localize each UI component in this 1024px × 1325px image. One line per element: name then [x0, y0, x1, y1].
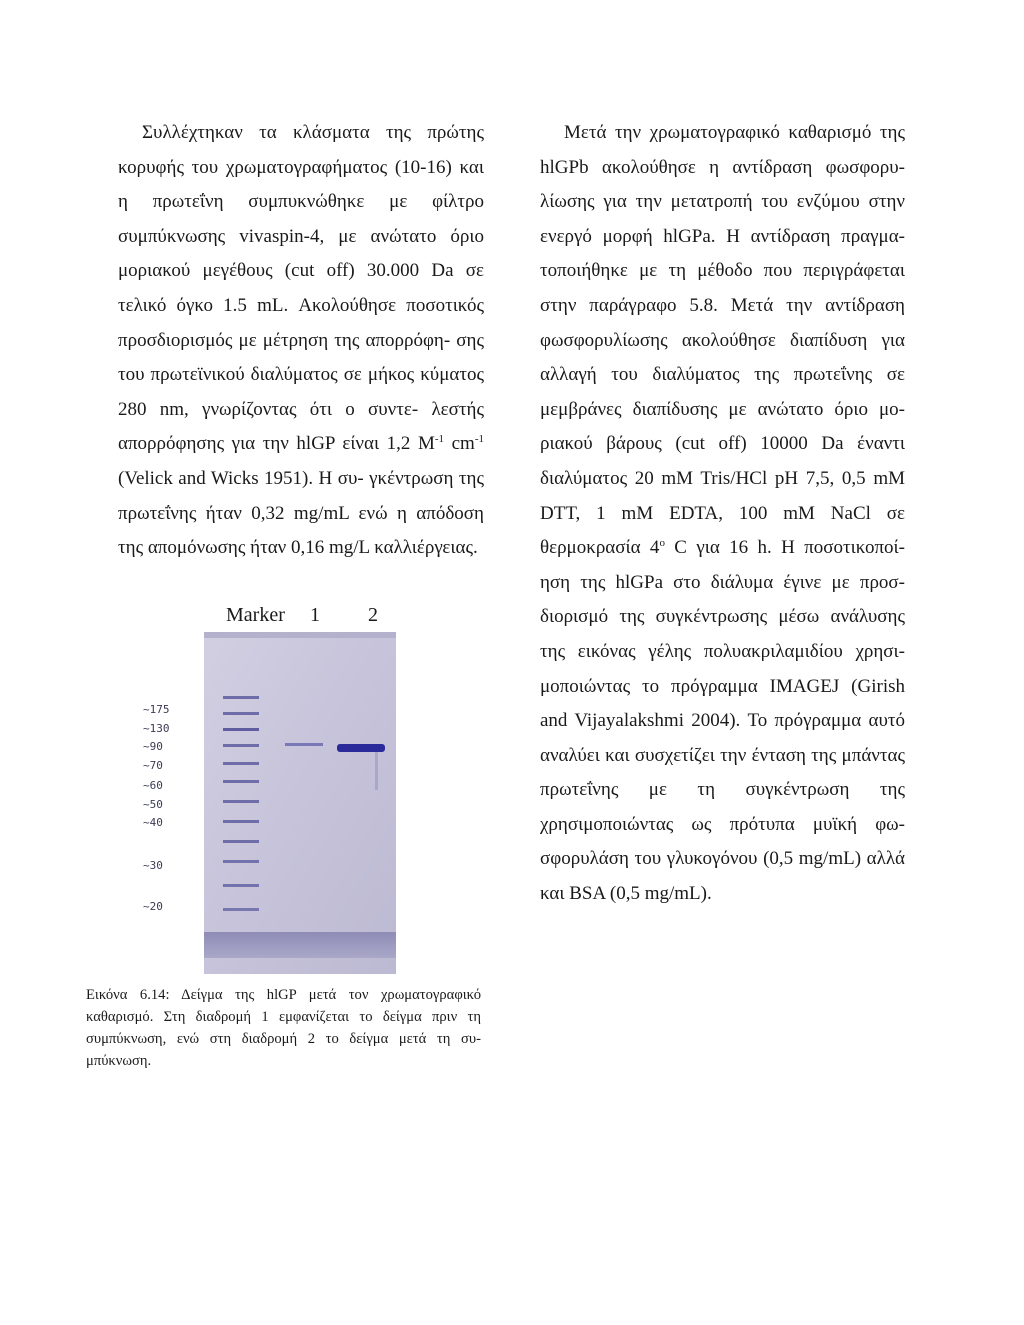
left-paragraph [118, 116, 484, 566]
text-line: αυτό αναλύει και συσχετίζει την ένταση της [540, 710, 906, 766]
marker-label-130: ~130 [143, 722, 170, 735]
marker-band [223, 908, 259, 911]
marker-band [223, 744, 259, 747]
temperature-text: θερμοκρασία 4 [540, 537, 660, 559]
right-paragraph [540, 116, 905, 912]
unit-cm: cm [451, 433, 475, 455]
marker-label-40: ~40 [143, 816, 163, 829]
text-line: διαλύματος 20 mM Tris/HCl pH 7,5, 0,5 [540, 467, 866, 489]
marker-band [223, 712, 259, 715]
text-line: μεμβράνες διαπίδυσης με ανώτατο όριο μο- [540, 398, 905, 420]
marker-band [223, 762, 259, 765]
text-line: σης του πρωτεϊνικού διαλύματος σε μήκος [118, 329, 484, 386]
caption-line: καθαρισμό. Στη διαδρομή 1 εμφανίζεται το δείγμα πριν τη [86, 1009, 481, 1025]
text-line: hlGPb ακολούθησε η αντίδραση φωσφορυ- [540, 156, 905, 178]
marker-band [223, 860, 259, 863]
marker-band [223, 800, 259, 803]
marker-label-50: ~50 [143, 798, 163, 811]
text-line: and Vijayalakshmi 2004). Το πρόγραμμα [540, 710, 862, 732]
text-line: συμπύκνωσης vivaspin-4, με ανώτατο όριο [118, 225, 484, 247]
degree-superscript: o [659, 537, 665, 550]
gel-lane-labels [204, 604, 396, 632]
unit-molar: M [417, 433, 435, 455]
lane-label-1: 1 [310, 604, 320, 626]
marker-label-60: ~60 [143, 779, 163, 792]
marker-label-20: ~20 [143, 900, 163, 913]
marker-label-30: ~30 [143, 859, 163, 872]
marker-band [223, 820, 259, 823]
text-line: της εικόνας γέλης πολυακριλαμιδίου χρησι- [540, 640, 905, 662]
figure-caption [86, 984, 481, 1072]
text-line: Μετά την χρωματογραφικό καθαρισμό της [564, 122, 905, 143]
right-column [540, 116, 905, 912]
superscript: -1 [434, 433, 445, 446]
marker-size-labels [143, 703, 170, 913]
text-line: φωσφορυλίωσης ακολούθησε διαπίδυση για [540, 329, 905, 351]
text-line: ενεργό μορφή hlGPa. Η αντίδραση πραγμα- [540, 225, 905, 247]
text-line: αλλαγή του διαλύματος της πρωτεΐνης σε [540, 364, 905, 386]
gel-dye-front [204, 932, 396, 958]
left-column [118, 116, 484, 566]
text-line: Συλλέχτηκαν τα κλάσματα της πρώτης [142, 122, 484, 143]
text-line: κορυφής του χρωματογραφήματος (10-16) [118, 156, 452, 178]
caption-line: μπύκνωση. [86, 1053, 152, 1069]
text-line: λεστής απορρόφησης για την hlGP είναι 1,2 [118, 398, 484, 455]
lane-label-marker: Marker [226, 604, 285, 626]
text-line: διορισμό της συγκέντρωσης μέσω ανάλυσης [540, 606, 905, 628]
temperature-suffix: C για 16 h. Η ποσοτικοποί- [664, 537, 905, 559]
lane-2-smear [375, 752, 378, 790]
text-line: προσδιορισμός με μέτρηση της απορρόφη- [118, 329, 451, 351]
marker-label-90: ~90 [143, 740, 163, 753]
text-line: και η πρωτεΐνη συμπυκνώθηκε με φίλτρο [118, 156, 484, 213]
marker-band [223, 696, 259, 699]
text-line: τελικό όγκο 1.5 mL. Ακολούθησε ποσοτικός [118, 294, 484, 316]
marker-label-175: ~175 [143, 703, 170, 716]
lane-label-2: 2 [368, 604, 378, 626]
text-line: μοποιώντας το πρόγραμμα IMAGEJ (Girish [540, 675, 905, 697]
marker-band [223, 840, 259, 843]
text-line: χρησιμοποιώντας ως πρότυπα μυϊκή φω- [540, 813, 905, 835]
caption-line: Εικόνα 6.14: Δείγμα της hlGP μετά τον χρωματογραφικό [86, 987, 481, 1003]
text-line: γκέντρωση της πρωτεΐνης ήταν 0,32 mg/mL [118, 467, 484, 524]
text-line: mM DTT, 1 mM EDTA, 100 mM NaCl σε [540, 467, 906, 524]
superscript: -1 [474, 433, 484, 446]
lane-2-band [337, 744, 385, 752]
gel-figure [143, 632, 399, 974]
marker-band [223, 884, 259, 887]
text-line: σφορυλάση του γλυκογόνου (0,5 mg/mL) [540, 848, 862, 870]
text-line: αλλά και BSA (0,5 mg/mL). [540, 848, 905, 905]
text-line: λίωσης για την μετατροπή του ενζύμου στην [540, 191, 905, 213]
text-line: ηση της hlGPa στο διάλυμα έγινε με προσ- [540, 571, 905, 593]
text-line: ενώ η απόδοση της απομόνωσης ήταν 0,16 [118, 502, 484, 559]
text-line: ριακού βάρους (cut off) 10000 Da έναντι [540, 433, 905, 455]
caption-line: συμπύκνωση, ενώ στη διαδρομή 2 το δείγμα μετά τη συ- [86, 1031, 481, 1047]
marker-band [223, 780, 259, 783]
marker-band [223, 728, 259, 731]
text-line: (Velick and Wicks 1951). Η συ- [118, 467, 364, 489]
gel-top-edge [204, 632, 396, 638]
text-line: μοριακού μεγέθους (cut off) 30.000 Da σε [118, 260, 484, 282]
text-line: στην παράγραφο 5.8. Μετά την αντίδραση [540, 294, 905, 316]
text-line: κύματος 280 nm, γνωρίζοντας ότι ο συντε- [118, 364, 485, 420]
text-line: τοποιήθηκε με τη μέθοδο που περιγράφεται [540, 260, 905, 282]
gel-image [143, 632, 399, 974]
text-line: mg/L καλλιέργειας. [329, 537, 478, 559]
text-line: μπάντας πρωτεΐνης με τη συγκέντρωση της [540, 744, 905, 801]
marker-label-70: ~70 [143, 759, 163, 772]
lane-1-band [285, 743, 323, 746]
